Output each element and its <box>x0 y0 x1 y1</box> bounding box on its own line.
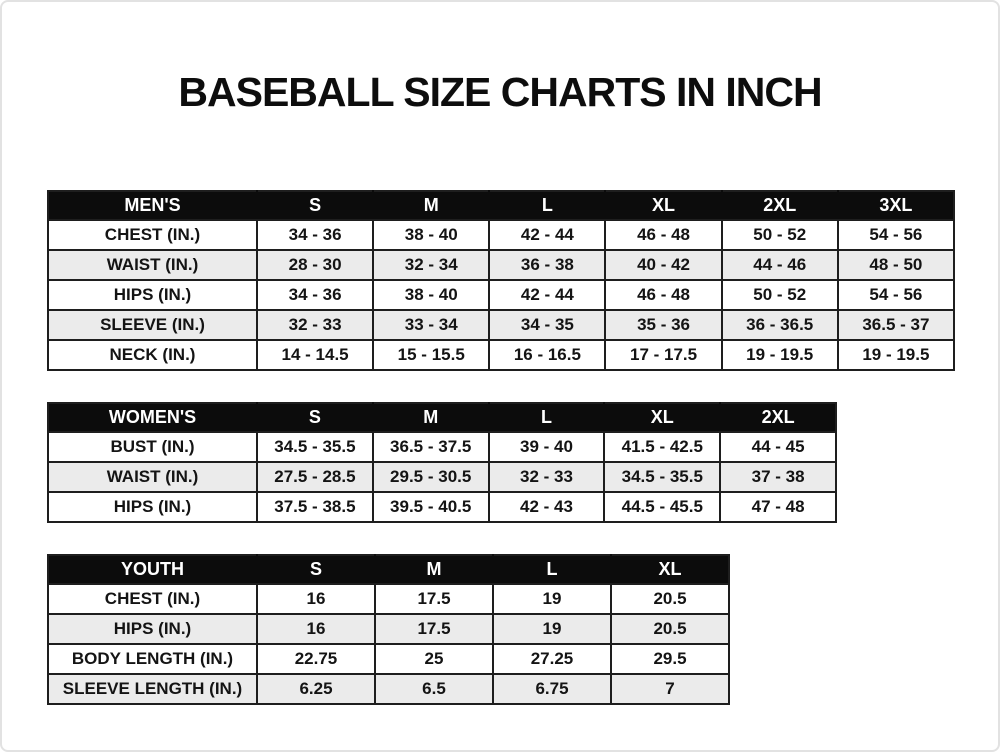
measurement-label-cell: NECK (IN.) <box>48 340 257 370</box>
youth-header-row <box>48 555 729 584</box>
value-cell: 48 - 50 <box>838 250 954 280</box>
size-header-cell: L <box>489 191 605 220</box>
value-cell: 34.5 - 35.5 <box>604 462 720 492</box>
size-header-cell: S <box>257 403 373 432</box>
value-cell: 32 - 33 <box>489 462 605 492</box>
measurement-label-cell: HIPS (IN.) <box>48 280 257 310</box>
measurement-label-cell: SLEEVE (IN.) <box>48 310 257 340</box>
measurement-label-cell: CHEST (IN.) <box>48 220 257 250</box>
value-cell: 17 - 17.5 <box>605 340 721 370</box>
measurement-label-cell: HIPS (IN.) <box>48 614 257 644</box>
value-cell: 6.75 <box>493 674 611 704</box>
value-cell: 19 <box>493 614 611 644</box>
value-cell: 34.5 - 35.5 <box>257 432 373 462</box>
value-cell: 50 - 52 <box>722 220 838 250</box>
value-cell: 16 <box>257 584 375 614</box>
value-cell: 42 - 44 <box>489 220 605 250</box>
mens-size-table <box>47 190 955 371</box>
value-cell: 44 - 45 <box>720 432 836 462</box>
value-cell: 42 - 43 <box>489 492 605 522</box>
value-cell: 34 - 36 <box>257 280 373 310</box>
size-header-cell: XL <box>604 403 720 432</box>
value-cell: 39 - 40 <box>489 432 605 462</box>
value-cell: 27.5 - 28.5 <box>257 462 373 492</box>
value-cell: 29.5 <box>611 644 729 674</box>
value-cell: 17.5 <box>375 584 493 614</box>
value-cell: 41.5 - 42.5 <box>604 432 720 462</box>
value-cell: 16 <box>257 614 375 644</box>
value-cell: 42 - 44 <box>489 280 605 310</box>
value-cell: 34 - 35 <box>489 310 605 340</box>
size-header-cell: M <box>373 191 489 220</box>
measurement-label-cell: SLEEVE LENGTH (IN.) <box>48 674 257 704</box>
size-header-cell: L <box>489 403 605 432</box>
value-cell: 35 - 36 <box>605 310 721 340</box>
size-header-cell: M <box>375 555 493 584</box>
value-cell: 36.5 - 37 <box>838 310 954 340</box>
value-cell: 32 - 33 <box>257 310 373 340</box>
table-row <box>48 340 954 370</box>
page-title: BASEBALL SIZE CHARTS IN INCH <box>178 69 822 115</box>
value-cell: 29.5 - 30.5 <box>373 462 489 492</box>
value-cell: 38 - 40 <box>373 280 489 310</box>
value-cell: 50 - 52 <box>722 280 838 310</box>
youth-group-label-cell: YOUTH <box>48 555 257 584</box>
table-row <box>48 310 954 340</box>
value-cell: 54 - 56 <box>838 220 954 250</box>
womens-group-label-cell: WOMEN'S <box>48 403 257 432</box>
value-cell: 40 - 42 <box>605 250 721 280</box>
value-cell: 39.5 - 40.5 <box>373 492 489 522</box>
value-cell: 16 - 16.5 <box>489 340 605 370</box>
measurement-label-cell: BUST (IN.) <box>48 432 257 462</box>
value-cell: 36 - 36.5 <box>722 310 838 340</box>
measurement-label-cell: WAIST (IN.) <box>48 250 257 280</box>
value-cell: 44 - 46 <box>722 250 838 280</box>
value-cell: 36 - 38 <box>489 250 605 280</box>
value-cell: 19 - 19.5 <box>838 340 954 370</box>
size-header-cell: 2XL <box>720 403 836 432</box>
womens-header-row <box>48 403 836 432</box>
table-row <box>48 584 729 614</box>
value-cell: 20.5 <box>611 614 729 644</box>
value-cell: 37 - 38 <box>720 462 836 492</box>
size-header-cell: S <box>257 191 373 220</box>
size-header-cell: L <box>493 555 611 584</box>
value-cell: 33 - 34 <box>373 310 489 340</box>
value-cell: 34 - 36 <box>257 220 373 250</box>
value-cell: 46 - 48 <box>605 220 721 250</box>
size-header-cell: 2XL <box>722 191 838 220</box>
value-cell: 19 - 19.5 <box>722 340 838 370</box>
value-cell: 6.5 <box>375 674 493 704</box>
value-cell: 25 <box>375 644 493 674</box>
measurement-label-cell: HIPS (IN.) <box>48 492 257 522</box>
size-header-cell: 3XL <box>838 191 954 220</box>
value-cell: 38 - 40 <box>373 220 489 250</box>
youth-size-table <box>47 554 730 705</box>
table-row <box>48 220 954 250</box>
value-cell: 36.5 - 37.5 <box>373 432 489 462</box>
table-row <box>48 674 729 704</box>
value-cell: 37.5 - 38.5 <box>257 492 373 522</box>
mens-header-row <box>48 191 954 220</box>
size-header-cell: XL <box>605 191 721 220</box>
value-cell: 19 <box>493 584 611 614</box>
table-row <box>48 462 836 492</box>
size-header-cell: M <box>373 403 489 432</box>
size-header-cell: S <box>257 555 375 584</box>
value-cell: 17.5 <box>375 614 493 644</box>
value-cell: 44.5 - 45.5 <box>604 492 720 522</box>
value-cell: 47 - 48 <box>720 492 836 522</box>
table-row <box>48 280 954 310</box>
value-cell: 6.25 <box>257 674 375 704</box>
measurement-label-cell: BODY LENGTH (IN.) <box>48 644 257 674</box>
measurement-label-cell: CHEST (IN.) <box>48 584 257 614</box>
size-header-cell: XL <box>611 555 729 584</box>
table-row <box>48 492 836 522</box>
value-cell: 28 - 30 <box>257 250 373 280</box>
table-row <box>48 644 729 674</box>
mens-group-label-cell: MEN'S <box>48 191 257 220</box>
womens-size-table <box>47 402 837 523</box>
table-row <box>48 432 836 462</box>
value-cell: 7 <box>611 674 729 704</box>
value-cell: 15 - 15.5 <box>373 340 489 370</box>
value-cell: 27.25 <box>493 644 611 674</box>
table-row <box>48 614 729 644</box>
value-cell: 20.5 <box>611 584 729 614</box>
value-cell: 32 - 34 <box>373 250 489 280</box>
value-cell: 14 - 14.5 <box>257 340 373 370</box>
table-row <box>48 250 954 280</box>
value-cell: 54 - 56 <box>838 280 954 310</box>
value-cell: 46 - 48 <box>605 280 721 310</box>
value-cell: 22.75 <box>257 644 375 674</box>
measurement-label-cell: WAIST (IN.) <box>48 462 257 492</box>
